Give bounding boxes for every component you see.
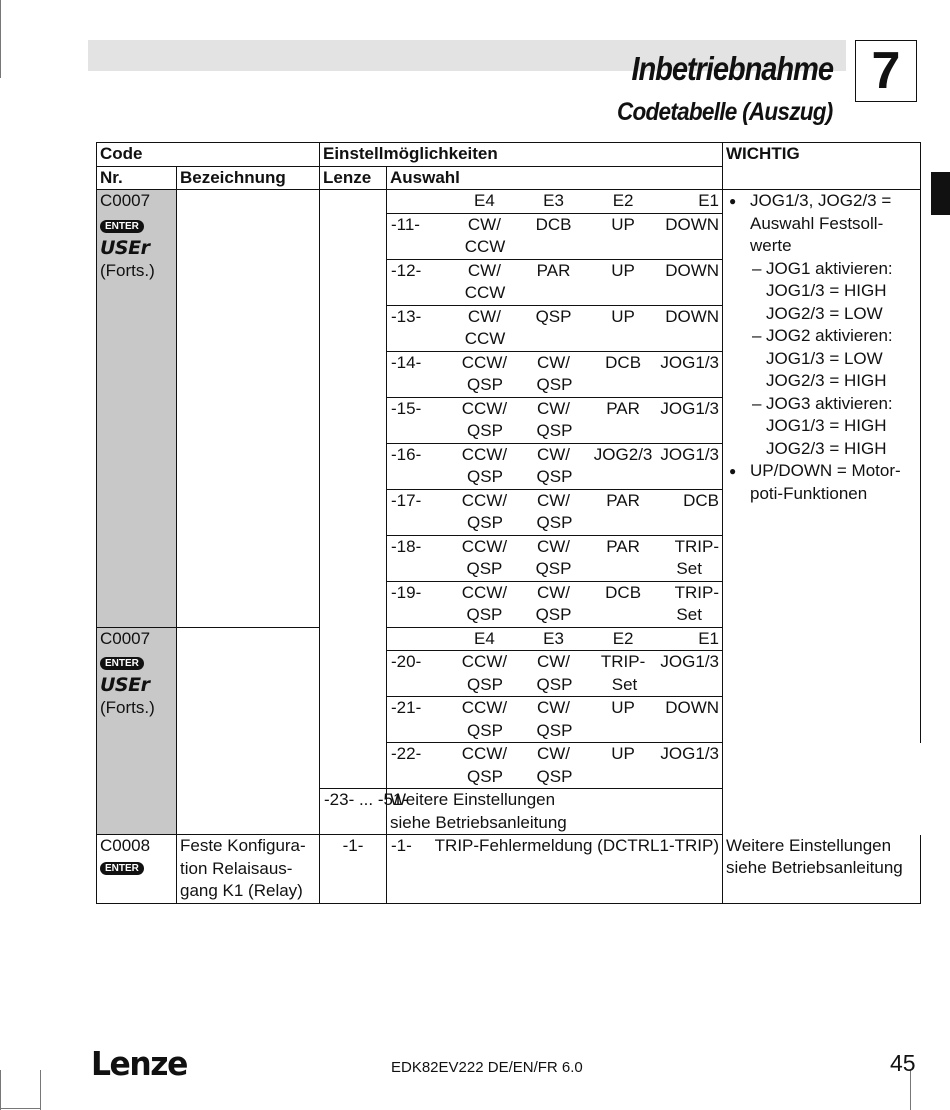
option-value: QSP bbox=[535, 306, 572, 326]
page-title: Inbetriebnahme bbox=[631, 50, 833, 87]
option-number: -18- bbox=[391, 536, 422, 556]
designation-line: tion Relaisaus- bbox=[180, 858, 293, 878]
option-value: CCW bbox=[464, 283, 506, 302]
option-number: -16- bbox=[391, 444, 422, 464]
code-cell bbox=[97, 627, 177, 835]
option-value: CW/ bbox=[467, 214, 501, 234]
option-number: -22- bbox=[391, 744, 422, 763]
crop-mark bbox=[0, 0, 1, 78]
option-value: QSP bbox=[467, 421, 503, 440]
column-e1: E1 bbox=[698, 628, 720, 648]
option-text: TRIP-Fehlermeldung (DCTRL1-TRIP) bbox=[434, 836, 720, 855]
column-e3: E3 bbox=[543, 628, 564, 648]
enter-key-icon: ENTER bbox=[100, 657, 144, 670]
option-value: DOWN bbox=[665, 260, 720, 280]
note-line: siehe Betriebsanleitung bbox=[390, 812, 567, 832]
option-value: Set bbox=[676, 605, 702, 624]
note-dash bbox=[726, 258, 917, 326]
crop-mark bbox=[40, 1070, 41, 1110]
option-value: DOWN bbox=[665, 306, 720, 326]
option-value: CW/ bbox=[536, 536, 571, 556]
code-cell bbox=[97, 835, 177, 904]
option-value: CW/ bbox=[536, 444, 571, 464]
option-number: -12- bbox=[391, 260, 422, 280]
c0008-note bbox=[723, 835, 921, 904]
option-value: DOWN bbox=[665, 214, 720, 234]
continued-label: (Forts.) bbox=[100, 698, 155, 717]
option-value: CW/ bbox=[536, 398, 571, 418]
crop-mark bbox=[0, 1070, 1, 1110]
column-e3: E3 bbox=[543, 191, 564, 210]
option-value: UP bbox=[611, 260, 635, 280]
option-value: CCW/ bbox=[461, 398, 508, 418]
option-value: CW/ bbox=[536, 582, 571, 602]
option-number: -15- bbox=[391, 398, 422, 418]
option-value: QSP bbox=[536, 513, 573, 532]
designation-line: gang K1 (Relay) bbox=[180, 881, 303, 900]
note-line: poti-Funktionen bbox=[750, 483, 868, 503]
option-value: QSP bbox=[536, 674, 573, 694]
code-number: C0007 bbox=[100, 628, 151, 648]
code-number: C0008 bbox=[100, 836, 151, 855]
crop-mark bbox=[0, 1108, 40, 1109]
header-designation: Bezeichnung bbox=[177, 166, 320, 190]
header-code: Code bbox=[97, 143, 320, 167]
option-value: CCW/ bbox=[461, 490, 508, 510]
enter-key-icon: ENTER bbox=[100, 862, 144, 875]
option-value: JOG1/3 bbox=[660, 744, 720, 763]
note-line: JOG2/3 = HIGH bbox=[766, 438, 887, 458]
column-header-row bbox=[387, 627, 723, 651]
enter-key-icon: ENTER bbox=[100, 220, 144, 233]
designation-line: Feste Konfigura- bbox=[180, 836, 306, 855]
note-line: JOG2/3 = HIGH bbox=[766, 371, 887, 390]
option-value: CCW/ bbox=[461, 652, 508, 671]
note-bullet bbox=[726, 190, 917, 258]
option-value: CCW bbox=[464, 237, 506, 256]
lenze-cell bbox=[320, 190, 387, 789]
designation-cell bbox=[177, 627, 320, 835]
document-id: EDK82EV222 DE/EN/FR 6.0 bbox=[391, 1059, 583, 1076]
page-number: 45 bbox=[890, 1050, 916, 1076]
option-value: CW/ bbox=[536, 652, 571, 671]
option-value: DCB bbox=[605, 582, 642, 602]
page-subtitle: Codetabelle (Auszug) bbox=[617, 98, 833, 126]
option-value: DOWN bbox=[665, 698, 720, 717]
header-settings: Einstellmöglichkeiten bbox=[320, 143, 723, 167]
note-dash bbox=[726, 325, 917, 393]
option-value: CCW/ bbox=[461, 698, 508, 717]
code-number: C0007 bbox=[100, 191, 151, 210]
option-value: CCW/ bbox=[461, 352, 508, 372]
important-notes bbox=[723, 190, 921, 743]
option-value: QSP bbox=[467, 720, 503, 740]
option-value: TRIP- bbox=[600, 652, 646, 671]
option-value: Set bbox=[611, 674, 638, 694]
option-value: QSP bbox=[467, 513, 503, 532]
option-value: QSP bbox=[536, 421, 573, 440]
continued-label: (Forts.) bbox=[100, 260, 155, 280]
option-value: QSP bbox=[536, 467, 573, 486]
option-value: PAR bbox=[606, 398, 640, 418]
code-table bbox=[96, 142, 921, 904]
note-dash bbox=[726, 393, 917, 461]
note-line: Weitere Einstellungen bbox=[726, 835, 892, 855]
table-row bbox=[97, 835, 921, 904]
option-value: JOG1/3 bbox=[660, 444, 720, 464]
option-value: PAR bbox=[606, 490, 640, 510]
user-display-code: USEr bbox=[100, 236, 150, 259]
option-number: -1- bbox=[391, 836, 412, 855]
option-value: CCW bbox=[464, 329, 506, 348]
option-value: CW/ bbox=[536, 698, 571, 717]
option-value: UP bbox=[611, 306, 635, 326]
option-value: QSP bbox=[467, 375, 503, 394]
note-line: ● JOG1/3, JOG2/3 = bbox=[750, 191, 892, 210]
option-number: -19- bbox=[391, 582, 422, 602]
option-value: QSP bbox=[536, 720, 573, 740]
option-value: CCW/ bbox=[461, 536, 508, 556]
option-value: QSP bbox=[467, 467, 503, 486]
table-row bbox=[97, 190, 921, 214]
note-line: JOG2/3 = LOW bbox=[766, 303, 883, 323]
option-value: QSP bbox=[535, 559, 572, 578]
option-value: JOG1/3 bbox=[660, 652, 720, 671]
option-value: CW/ bbox=[467, 306, 501, 326]
option-value: QSP bbox=[467, 766, 503, 786]
table-header-row bbox=[97, 143, 921, 167]
option-value: PAR bbox=[606, 536, 640, 556]
option-number: -14- bbox=[391, 352, 422, 372]
option-value: QSP bbox=[466, 605, 503, 624]
option-value: CCW/ bbox=[461, 444, 508, 464]
chapter-tab-marker bbox=[931, 172, 950, 215]
note-line: Auswahl Festsoll- bbox=[750, 213, 884, 233]
option-number: -13- bbox=[391, 306, 422, 326]
note-line: werte bbox=[750, 236, 792, 255]
option-value: QSP bbox=[536, 766, 573, 786]
note-line: siehe Betriebsanleitung bbox=[726, 858, 903, 877]
column-e2: E2 bbox=[612, 191, 634, 210]
header-important: WICHTIG bbox=[723, 143, 921, 190]
note-line: ● UP/DOWN = Motor- bbox=[750, 461, 901, 480]
column-header-row bbox=[387, 190, 723, 214]
option-value: CW/ bbox=[536, 490, 571, 510]
option-value: QSP bbox=[536, 375, 573, 394]
user-display-code: USEr bbox=[100, 674, 150, 696]
lenze-logo: Lenze bbox=[91, 1044, 187, 1083]
chapter-number: 7 bbox=[855, 40, 917, 102]
header-nr: Nr. bbox=[97, 166, 177, 190]
option-value: QSP bbox=[467, 674, 503, 694]
note-bullet bbox=[726, 460, 917, 505]
note-line: Weitere Einstellungen bbox=[390, 790, 556, 809]
note-line: JOG1/3 = HIGH bbox=[766, 416, 887, 435]
column-e1: E1 bbox=[698, 191, 720, 210]
option-value: JOG2/3 bbox=[593, 444, 653, 464]
option-value: CCW/ bbox=[461, 582, 508, 602]
option-value: QSP bbox=[535, 605, 572, 624]
option-number: -20- bbox=[391, 652, 422, 671]
note-line: – JOG2 aktivieren: bbox=[766, 326, 893, 345]
option-range: -23- ... -51- bbox=[324, 790, 409, 809]
note-line: JOG1/3 = LOW bbox=[766, 348, 883, 368]
selection-cell bbox=[387, 835, 723, 904]
header-selection: Auswahl bbox=[387, 166, 723, 190]
note-line: JOG1/3 = HIGH bbox=[766, 281, 887, 300]
note-line: – JOG3 aktivieren: bbox=[766, 393, 893, 413]
option-number: -21- bbox=[391, 698, 422, 717]
range-cell bbox=[320, 789, 409, 835]
option-value: UP bbox=[611, 698, 635, 717]
option-number: -11- bbox=[391, 214, 420, 234]
code-cell bbox=[97, 190, 177, 628]
option-value: JOG1/3 bbox=[660, 398, 720, 418]
option-value: DCB bbox=[605, 352, 642, 372]
option-value: QSP bbox=[466, 559, 503, 578]
option-value: UP bbox=[611, 744, 635, 763]
option-value: DCB bbox=[683, 490, 720, 510]
option-value: TRIP- bbox=[674, 536, 720, 556]
option-value: Set bbox=[676, 559, 702, 578]
note-line: – JOG1 aktivieren: bbox=[766, 258, 893, 278]
option-number: -17- bbox=[391, 490, 422, 510]
option-value: PAR bbox=[536, 260, 571, 280]
designation-cell bbox=[177, 835, 320, 904]
option-value: UP bbox=[611, 214, 635, 234]
option-value: JOG1/3 bbox=[660, 352, 720, 372]
option-value: CW/ bbox=[467, 260, 501, 280]
designation-cell bbox=[177, 190, 320, 628]
lenze-default: -1- bbox=[320, 835, 387, 904]
column-e4: E4 bbox=[474, 191, 495, 210]
option-value: CW/ bbox=[536, 352, 571, 372]
option-value: TRIP- bbox=[674, 582, 720, 602]
column-e4: E4 bbox=[474, 628, 495, 648]
option-value: DCB bbox=[535, 214, 572, 234]
option-value: CW/ bbox=[536, 744, 571, 763]
range-note bbox=[387, 789, 723, 835]
header-lenze: Lenze bbox=[320, 166, 387, 190]
option-value: CCW/ bbox=[461, 744, 508, 763]
column-e2: E2 bbox=[612, 628, 634, 648]
